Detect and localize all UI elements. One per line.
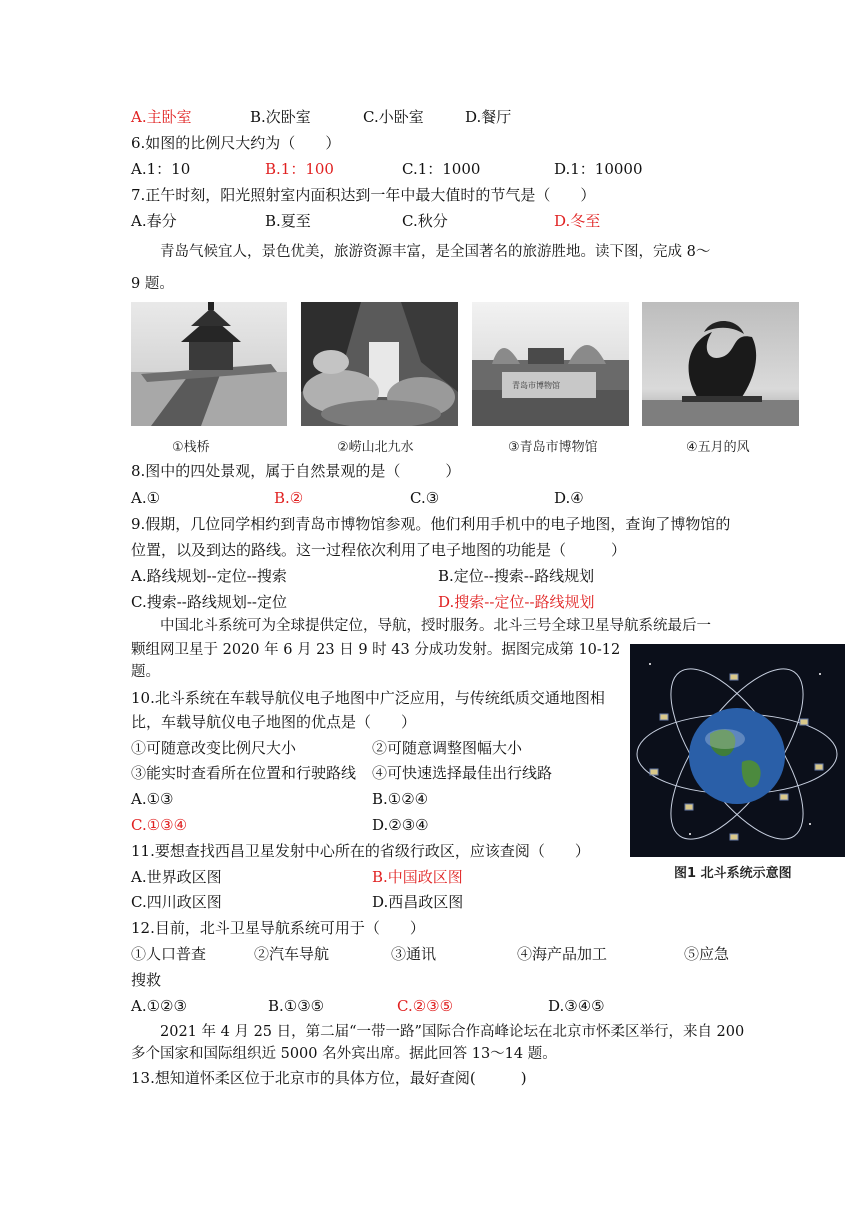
photo-caption-2: ②崂山北九水 bbox=[337, 440, 414, 455]
q11-option-b: B.中国政区图 bbox=[372, 868, 463, 886]
q5-option-c: C.小卧室 bbox=[363, 108, 424, 126]
photo-zhanqiao bbox=[131, 302, 287, 426]
q12-option-a: A.①②③ bbox=[131, 997, 187, 1015]
q10-statement-3: ③能实时查看所在位置和行驶路线 bbox=[131, 764, 357, 782]
q12-statement-4: ④海产品加工 bbox=[517, 945, 608, 963]
q7-option-b: B.夏至 bbox=[265, 212, 311, 230]
passage-beidou-line2: 颗组网卫星于 2020 年 6 月 23 日 9 时 43 分成功发射。据图完成第 10-12 bbox=[131, 642, 621, 658]
q6-option-d: D.1：10000 bbox=[554, 160, 643, 178]
passage-beijing-line1: 2021 年 4 月 25 日，第二届“一带一路”国际合作高峰论坛在北京市怀柔区举行，来自 200 bbox=[160, 1024, 745, 1040]
passage-qingdao-line2: 9 题。 bbox=[131, 276, 174, 292]
q7-stem: 7.正午时刻，阳光照射室内面积达到一年中最大值时的节气是（ ） bbox=[131, 186, 596, 204]
q12-statement-2: ②汽车导航 bbox=[254, 945, 330, 963]
q9-option-c: C.搜索--路线规划--定位 bbox=[131, 593, 287, 611]
q11-option-d: D.西昌政区图 bbox=[372, 893, 464, 911]
q10-statement-4: ④可快速选择最佳出行线路 bbox=[372, 764, 553, 782]
q7-option-c: C.秋分 bbox=[402, 212, 448, 230]
q8-option-b: B.② bbox=[274, 489, 304, 507]
passage-qingdao-line1: 青岛气候宜人，景色优美，旅游资源丰富，是全国著名的旅游胜地。读下图，完成 8～ bbox=[160, 244, 711, 260]
beidou-figure bbox=[630, 644, 845, 857]
q9-option-d: D.搜索--定位--路线规划 bbox=[438, 593, 595, 611]
q8-option-a: A.① bbox=[131, 489, 161, 507]
passage-beijing-line2: 多个国家和国际组织近 5000 名外宾出席。据此回答 13～14 题。 bbox=[131, 1046, 557, 1062]
q10-statement-1: ①可随意改变比例尺大小 bbox=[131, 739, 297, 757]
q10-stem-line2: 比，车载导航仪电子地图的优点是（ ） bbox=[131, 713, 417, 731]
q12-statement-5: ⑤应急 bbox=[684, 945, 730, 963]
museum-sign-text: 青岛市博物馆 bbox=[512, 381, 560, 390]
figure1-caption: 图1 北斗系统示意图 bbox=[674, 866, 792, 881]
q12-option-c: C.②③⑤ bbox=[397, 997, 454, 1015]
q12-statement-5-cont: 搜救 bbox=[131, 971, 162, 989]
q7-option-a: A.春分 bbox=[131, 212, 177, 230]
q10-option-b: B.①②④ bbox=[372, 790, 429, 808]
q5-option-a: A.主卧室 bbox=[131, 108, 192, 126]
passage-beidou-line1: 中国北斗系统可为全球提供定位，导航，授时服务。北斗三号全球卫星导航系统最后一 bbox=[160, 618, 711, 634]
q8-option-c: C.③ bbox=[410, 489, 440, 507]
photo-caption-3: ③青岛市博物馆 bbox=[508, 440, 598, 455]
q12-option-d: D.③④⑤ bbox=[548, 997, 605, 1015]
q10-stem-line1: 10.北斗系统在车载导航仪电子地图中广泛应用，与传统纸质交通地图相 bbox=[131, 689, 605, 707]
q8-stem: 8.图中的四处景观，属于自然景观的是（ ） bbox=[131, 462, 461, 480]
q10-option-a: A.①③ bbox=[131, 790, 174, 808]
q9-option-a: A.路线规划--定位--搜索 bbox=[131, 567, 287, 585]
q8-option-d: D.④ bbox=[554, 489, 584, 507]
q5-option-d: D.餐厅 bbox=[465, 108, 512, 126]
q12-option-b: B.①③⑤ bbox=[268, 997, 325, 1015]
q13-stem: 13.想知道怀柔区位于北京市的具体方位，最好查阅( ) bbox=[131, 1069, 527, 1087]
q10-option-c: C.①③④ bbox=[131, 816, 188, 834]
q12-statement-1: ①人口普查 bbox=[131, 945, 207, 963]
q12-stem: 12.目前，北斗卫星导航系统可用于（ ） bbox=[131, 919, 425, 937]
q11-option-a: A.世界政区图 bbox=[131, 868, 222, 886]
photo-wuyuedefeng bbox=[642, 302, 799, 426]
q11-option-c: C.四川政区图 bbox=[131, 893, 222, 911]
photo-caption-1: ①栈桥 bbox=[172, 440, 210, 455]
q9-stem-line1: 9.假期，几位同学相约到青岛市博物馆参观。他们利用手机中的电子地图，查询了博物馆的 bbox=[131, 515, 731, 533]
q11-stem: 11.要想查找西昌卫星发射中心所在的省级行政区，应该查阅（ ） bbox=[131, 842, 590, 860]
q10-statement-2: ②可随意调整图幅大小 bbox=[372, 739, 523, 757]
photo-laoshan bbox=[301, 302, 458, 426]
photo-museum bbox=[472, 302, 629, 426]
q12-statement-3: ③通讯 bbox=[391, 945, 437, 963]
q6-option-a: A.1：10 bbox=[131, 160, 191, 178]
photo-caption-4: ④五月的风 bbox=[686, 440, 750, 455]
q9-option-b: B.定位--搜索--路线规划 bbox=[438, 567, 595, 585]
q6-option-b: B.1：100 bbox=[265, 160, 334, 178]
q5-option-b: B.次卧室 bbox=[250, 108, 311, 126]
q6-option-c: C.1：1000 bbox=[402, 160, 481, 178]
q10-option-d: D.②③④ bbox=[372, 816, 429, 834]
q6-stem: 6.如图的比例尺大约为（ ） bbox=[131, 134, 341, 152]
passage-beidou-line3: 题。 bbox=[131, 664, 160, 680]
q7-option-d: D.冬至 bbox=[554, 212, 601, 230]
q9-stem-line2: 位置，以及到达的路线。这一过程依次利用了电子地图的功能是（ ） bbox=[131, 541, 627, 559]
